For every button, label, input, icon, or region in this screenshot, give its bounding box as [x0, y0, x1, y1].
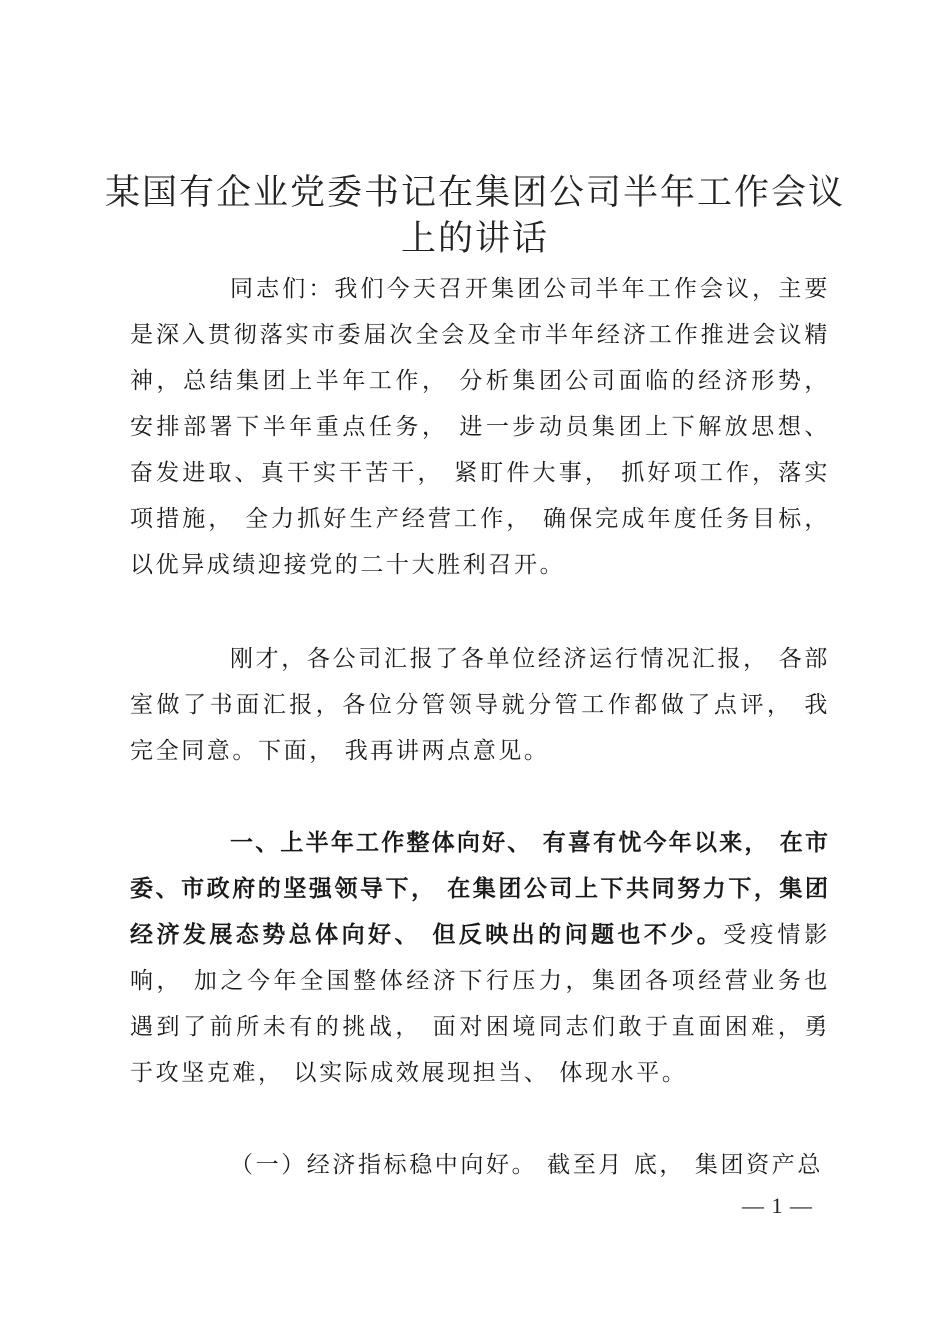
document-title — [100, 170, 850, 262]
page-number: — 1 — — [742, 1193, 813, 1218]
title-line-1: 某国有企业党委书记在集团公司半年工作会议 — [104, 173, 845, 213]
paragraph-section-one — [130, 820, 830, 1096]
paragraph-economic-indicators: （一）经济指标稳中向好。 截至月 底， 集团资产总 — [230, 1152, 823, 1178]
section-one-heading: 一、上半年工作整体向好、 有喜有忧今年以来， 在市委、市政府的坚强领导下， 在集团公司上下共同努力下，集团经济发展态势总体向好、 但反映出的问题也不少。 — [130, 830, 830, 948]
paragraph-reports: 刚才，各公司汇报了各单位经济运行情况汇报， 各部室做了书面汇报，各位分管领导就分管工作都做了点评， 我完全同意。下面， 我再讲两点意见。 — [130, 646, 830, 764]
paragraph-opening: 同志们：我们今天召开集团公司半年工作会议，主要是深入贯彻落实市委届次全会及全市半年经济工作推进会议精神，总结集团上半年工作， 分析集团公司面临的经济形势，安排部署下半年重点任务， 进一步动员集团上下解放思想、奋发进取、真干实干苦干， 紧盯件大事， 抓好项工作，落实项措施， 全力抓好生产经营工作， 确保完成年度任务目标， 以优异成绩迎接党的二十大胜利召开。 — [130, 276, 830, 578]
title-line-2: 上的讲话 — [400, 219, 549, 259]
section-one-body: 受疫情影响， 加之今年全国整体经济下行压力，集团各项经营业务也遇到了前所未有的挑战， 面对困境同志们敢于直面困难，勇于攻坚克难， 以实际成效展现担当、 体现水平。 — [130, 922, 830, 1086]
